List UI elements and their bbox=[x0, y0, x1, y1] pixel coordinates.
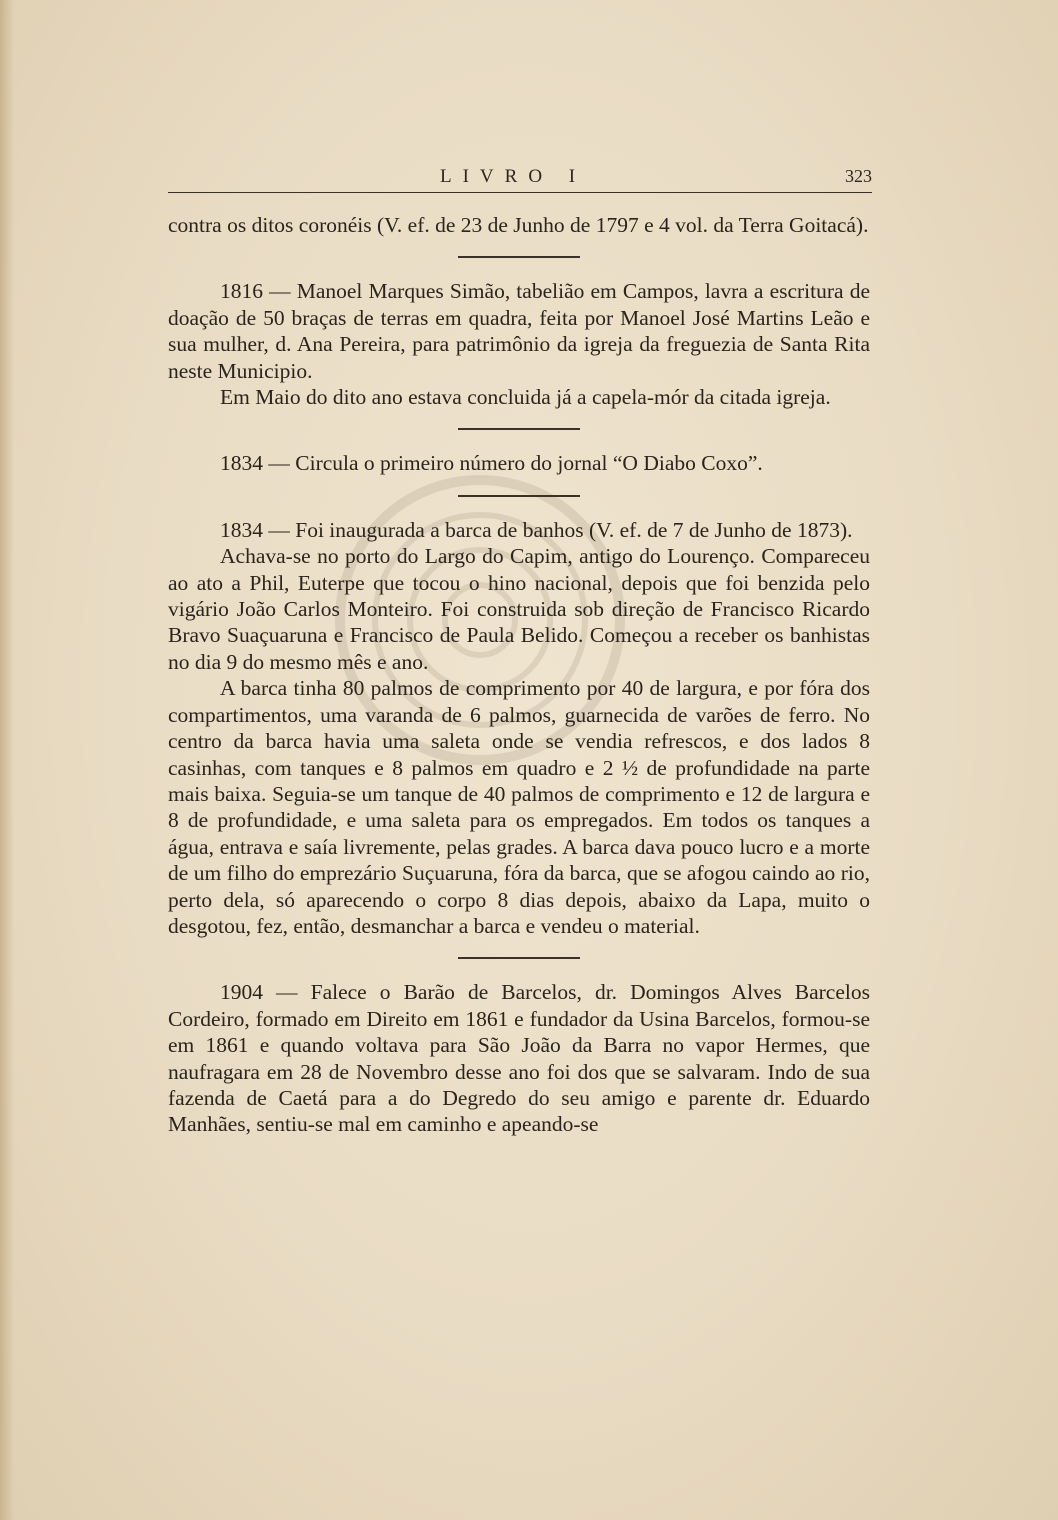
section-separator bbox=[458, 428, 580, 430]
paragraph: 1816 — Manoel Marques Simão, tabelião em Campos, lavra a escritura de doação de 50 braças de terras em quadra, feita por Manoel José Martins Leão e sua mulher, d. Ana Pereira, para patrimônio da igreja da freguezia de Santa Rita neste Municipio. bbox=[168, 279, 870, 383]
paragraph: 1904 — Falece o Barão de Barcelos, dr. Domingos Alves Barcelos Cordeiro, formado em Direito em 1861 e fundador da Usina Barcelos, formou-se em 1861 e quando voltava para São João da Barra no vapor Hermes, que naufragara em 28 de Novembro desse ano foi dos que se salvaram. Indo de sua fazenda de Caetá para a do Degredo do seu amigo e parente dr. Eduardo Manhães, sentiu-se mal em caminho e apeando-se bbox=[168, 980, 870, 1137]
header-rule bbox=[168, 192, 872, 193]
section-separator bbox=[458, 256, 580, 258]
paragraph: 1834 — Circula o primeiro número do jornal “O Diabo Coxo”. bbox=[220, 451, 763, 476]
section-separator bbox=[458, 495, 580, 497]
paragraph: Achava-se no porto do Largo do Capim, antigo do Lourenço. Compareceu ao ato a Phil, Euterpe que tocou o hino nacional, depois que foi benzida pelo vigário João Carlos Monteiro. Foi construida sob direção de Francisco Ricardo Bravo Suaçuaruna e Francisco de Paula Belido. Começou a receber os banhistas no dia 9 do mesmo mês e ano. bbox=[168, 544, 870, 674]
paragraph: contra os ditos coronéis (V. ef. de 23 de Junho de 1797 e 4 vol. da Terra Goitacá). bbox=[168, 213, 869, 237]
running-header bbox=[168, 164, 872, 196]
running-title: LIVRO I bbox=[440, 166, 587, 187]
section-separator bbox=[458, 957, 580, 959]
paragraph: A barca tinha 80 palmos de comprimento por 40 de largura, e por fóra dos compartimentos, uma varanda de 6 palmos, guarnecida de varões de ferro. No centro da barca havia uma saleta onde se vendia refrescos, e dos lados 8 casinhas, com tanques e 8 palmos em quadro e 2 ½ de profundidade na parte mais baixa. Seguia-se um tanque de 40 palmos de comprimento e 12 de largura e 8 de profundidade, e uma saleta para os empregados. Em todos os tanques a água, entrava e saía livremente, pelas grades. A barca dava pouco lucro e a morte de um filho do emprezário Suçuaruna, fóra da barca, que se afogou caindo ao rio, perto dela, só aparecendo o corpo 8 dias depois, abaixo da Lapa, muito o desgotou, fez, então, desmanchar a barca e vendeu o material. bbox=[168, 676, 870, 938]
page-edge-shadow bbox=[0, 0, 14, 1520]
page-body bbox=[168, 212, 870, 1138]
page-number: 323 bbox=[845, 166, 872, 186]
paragraph: Em Maio do dito ano estava concluida já a capela-mór da citada igreja. bbox=[220, 385, 831, 410]
paragraph: 1834 — Foi inaugurada a barca de banhos (V. ef. de 7 de Junho de 1873). bbox=[220, 517, 853, 542]
